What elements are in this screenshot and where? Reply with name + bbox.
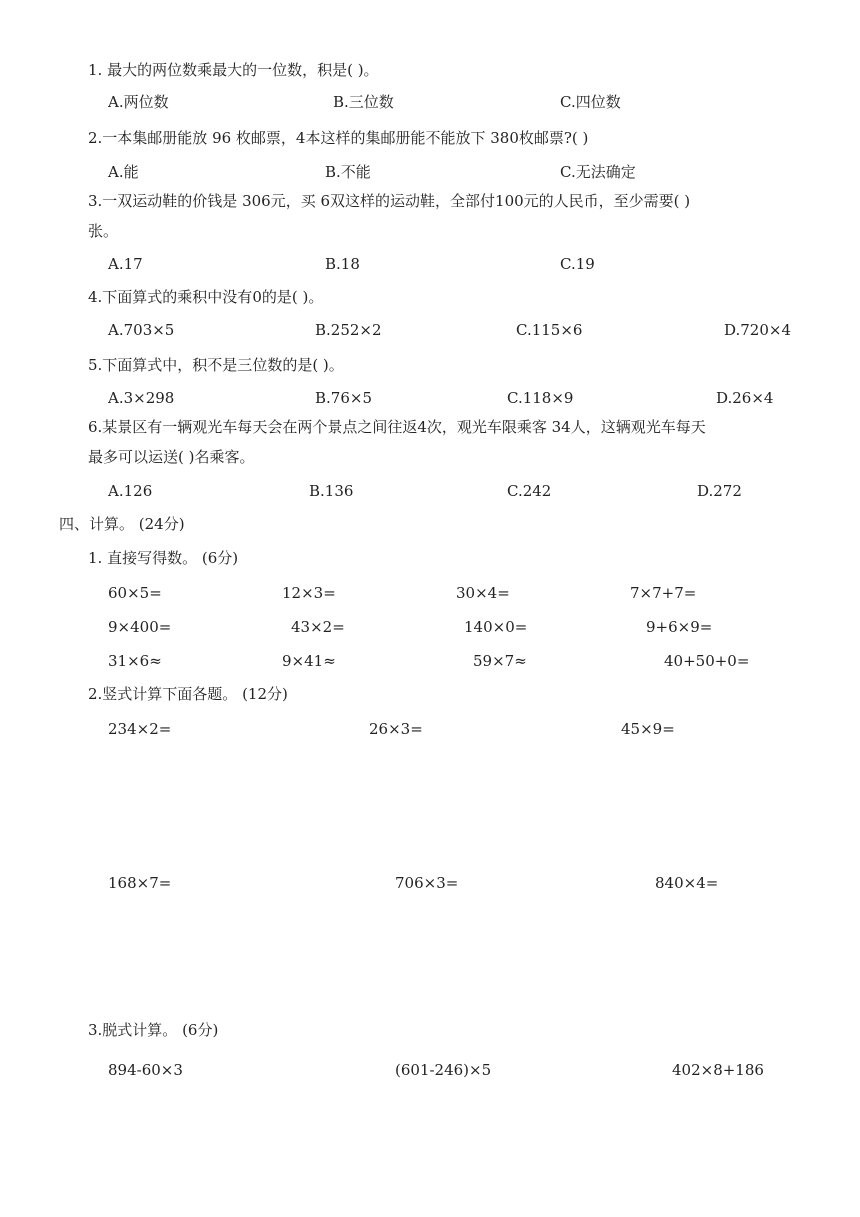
part-2-title: 2.竖式计算下面各题。 (12分): [88, 685, 288, 703]
q2-option-b: B.不能: [325, 163, 371, 181]
section-4-title: 四、计算。 (24分): [59, 515, 185, 533]
oral-calc-item: 9×41≈: [282, 652, 336, 670]
question-4-stem: 4.下面算式的乘积中没有0的是( )。: [88, 288, 324, 306]
question-3-stem-line1: 3.一双运动鞋的价钱是 306元，买 6双这样的运动鞋，全部付100元的人民币，至少需要( ): [88, 192, 691, 210]
step-calc-item: 894-60×3: [108, 1061, 183, 1079]
oral-calc-item: 9×400=: [108, 618, 172, 636]
oral-calc-item: 59×7≈: [473, 652, 527, 670]
part-1-title: 1. 直接写得数。 (6分): [88, 549, 239, 567]
q3-option-b: B.18: [325, 255, 360, 273]
q6-option-a: A.126: [108, 482, 153, 500]
oral-calc-item: 9+6×9=: [646, 618, 713, 636]
oral-calc-item: 30×4=: [456, 584, 510, 602]
oral-calc-item: 40+50+0=: [664, 652, 750, 670]
question-3-stem-line2: 张。: [88, 222, 119, 240]
q5-option-b: B.76×5: [315, 389, 372, 407]
question-2-stem: 2.一本集邮册能放 96 枚邮票，4本这样的集邮册能不能放下 380枚邮票?( ): [88, 129, 589, 147]
q6-option-c: C.242: [507, 482, 552, 500]
q2-option-a: A.能: [108, 163, 139, 181]
step-calc-item: (601-246)×5: [395, 1061, 492, 1079]
question-5-stem: 5.下面算式中，积不是三位数的是( )。: [88, 356, 344, 374]
q1-option-a: A.两位数: [108, 93, 169, 111]
q6-option-b: B.136: [309, 482, 354, 500]
oral-calc-item: 31×6≈: [108, 652, 162, 670]
vertical-calc-item: 168×7=: [108, 874, 172, 892]
q5-option-c: C.118×9: [507, 389, 574, 407]
q5-option-d: D.26×4: [716, 389, 774, 407]
question-1-stem: 1. 最大的两位数乘最大的一位数，积是( )。: [88, 61, 379, 79]
step-calc-item: 402×8+186: [672, 1061, 764, 1079]
vertical-calc-item: 706×3=: [395, 874, 459, 892]
q4-option-d: D.720×4: [724, 321, 792, 339]
vertical-calc-item: 26×3=: [369, 720, 423, 738]
q1-option-c: C.四位数: [560, 93, 621, 111]
q4-option-b: B.252×2: [315, 321, 382, 339]
part-3-title: 3.脱式计算。 (6分): [88, 1021, 219, 1039]
oral-calc-item: 7×7+7=: [630, 584, 697, 602]
question-6-stem-line2: 最多可以运送( )名乘客。: [88, 448, 255, 466]
q1-option-b: B.三位数: [333, 93, 394, 111]
question-6-stem-line1: 6.某景区有一辆观光车每天会在两个景点之间往返4次，观光车限乘客 34人，这辆观光车每天: [88, 418, 706, 436]
oral-calc-item: 43×2=: [291, 618, 345, 636]
vertical-calc-item: 45×9=: [621, 720, 675, 738]
q5-option-a: A.3×298: [108, 389, 175, 407]
q2-option-c: C.无法确定: [560, 163, 636, 181]
q6-option-d: D.272: [697, 482, 742, 500]
vertical-calc-item: 840×4=: [655, 874, 719, 892]
q4-option-c: C.115×6: [516, 321, 583, 339]
vertical-calc-item: 234×2=: [108, 720, 172, 738]
q3-option-a: A.17: [108, 255, 143, 273]
q4-option-a: A.703×5: [108, 321, 175, 339]
oral-calc-item: 12×3=: [282, 584, 336, 602]
oral-calc-item: 140×0=: [464, 618, 528, 636]
oral-calc-item: 60×5=: [108, 584, 162, 602]
q3-option-c: C.19: [560, 255, 595, 273]
